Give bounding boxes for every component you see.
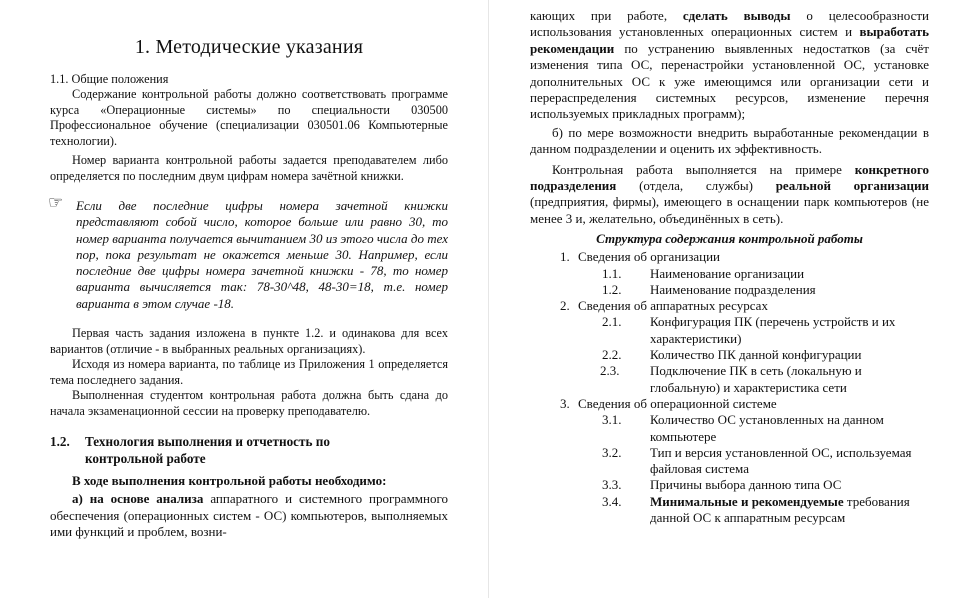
item-text: Наименование подразделения xyxy=(650,281,816,297)
list-item xyxy=(530,477,929,493)
list-item xyxy=(530,445,929,478)
item-text: Количество ПК данной конфигурации xyxy=(650,347,862,363)
section-1-1-heading: 1.1. Общие положения xyxy=(50,72,169,86)
item-number: 2.1. xyxy=(602,314,622,330)
list-item xyxy=(530,266,929,282)
text: по устранению выявленных недостатков (за счёт изменения типа ОС, перенастройки установленной ОС, установке дополнительных ОС к уже имеющимся или организации сети и перераспределения системных ресурсов, изменение перечня используемых прикладных программ); xyxy=(530,40,929,122)
item-number: 2.3. xyxy=(600,363,620,379)
paragraph-a-continued xyxy=(530,8,929,123)
item-text: Причины выбора данною типа ОС xyxy=(650,477,842,493)
list-item xyxy=(560,298,929,314)
text: (предприятия, фирмы), имеющего в оснащении парк компьютеров (не менее 3 и, желательно, объединённых в сеть). xyxy=(530,194,929,226)
list-item xyxy=(560,396,929,412)
item-number: 3. xyxy=(560,395,570,411)
text: Контрольная работа выполняется на примере xyxy=(552,161,855,177)
paragraph-a xyxy=(50,491,448,540)
item-text: Количество ОС установленных на данном компьютере xyxy=(650,412,884,444)
paragraph-example xyxy=(530,162,929,228)
list-item xyxy=(560,249,929,265)
note-block xyxy=(48,193,448,312)
page-divider xyxy=(488,0,489,598)
paragraph-b: б) по мере возможности внедрить выработанные рекомендации в данном подразделении и оценить их эффективность. xyxy=(530,124,929,157)
paragraph-a-bold: а) на основе анализа xyxy=(72,491,204,507)
item-text-bold: Минимальные и рекомендуемые xyxy=(650,493,844,509)
item-text: требования данной ОС к аппаратным ресурсам xyxy=(650,493,910,526)
list-item xyxy=(530,363,929,396)
pointing-hand-icon: ☞ xyxy=(48,193,64,212)
paragraph: Первая часть задания изложена в пункте 1.2. и одинакова для всех вариантов (отличие - в выбранных реальных организациях). xyxy=(50,326,448,356)
item-number: 1. xyxy=(560,249,570,265)
section-title-line2: контрольной работе xyxy=(85,451,206,467)
item-number: 3.4. xyxy=(602,493,622,509)
item-number: 3.1. xyxy=(602,412,622,428)
list-item xyxy=(530,282,929,298)
item-number: 2. xyxy=(560,298,570,314)
list-item xyxy=(530,494,929,527)
list-item xyxy=(530,347,929,363)
bold-text: выработать рекомендации xyxy=(530,24,929,56)
right-page xyxy=(500,0,971,598)
text: кающих при работе, xyxy=(530,8,683,23)
item-text: Подключение ПК в сеть (локальную и глобальную) и характеристика сети xyxy=(650,363,862,395)
item-text: Наименование организации xyxy=(650,265,805,281)
item-number: 1.2. xyxy=(602,281,622,297)
bold-text: конкретного подразделения xyxy=(530,161,929,194)
item-text: Сведения об аппаратных ресурсах xyxy=(578,298,768,314)
section-title-line1: Технология выполнения и отчетность по xyxy=(85,434,330,450)
paragraph: Содержание контрольной работы должно соответствовать программе курса «Операционные системы» по специальности 030500 Профессиональное обучение (специализации 030501.06 Компьютерные технологии). xyxy=(50,87,448,148)
chapter-title: 1. Методические указания xyxy=(134,36,364,58)
intro-bold: В ходе выполнения контрольной работы необходимо: xyxy=(72,473,387,489)
item-number: 3.3. xyxy=(602,477,622,493)
note-text: Если две последние цифры номера зачетной книжки представляют собой число, которое больше или равно 30, то номер варианта получается вычитанием 30 из этого числа до тех пор, пока результат не окажется меньше 30. Например, если последние две цифры номера зачетной книжки - 78, то номер варианта вычисляется так: 78-30^48, 48-30=18, т.е. номер варианта в этом случае -18. xyxy=(76,198,448,311)
section-number: 1.2. xyxy=(50,434,70,450)
item-number: 1.1. xyxy=(602,265,622,281)
text: (отдела, службы) xyxy=(616,178,776,194)
list-item xyxy=(530,412,929,445)
item-text: Сведения об организации xyxy=(578,249,721,265)
list-item xyxy=(530,314,929,347)
item-text: Сведения об операционной системе xyxy=(578,395,777,411)
item-text: Конфигурация ПК (перечень устройств и их характеристики) xyxy=(650,314,896,346)
section-1-2-heading xyxy=(50,433,448,467)
item-text: Тип и версия установленной ОС, используемая файловая система xyxy=(650,444,912,477)
bold-text: сделать выводы xyxy=(682,8,791,23)
text: о целесообразности использования установленных операционных систем и xyxy=(530,8,929,40)
paragraph: Выполненная студентом контрольная работа должна быть сдана до начала экзаменационной сессии на проверку преподавателю. xyxy=(50,388,448,418)
item-number: 2.2. xyxy=(602,347,622,363)
bold-text: реальной организации xyxy=(775,178,929,194)
structure-title: Структура содержания контрольной работы xyxy=(596,231,863,247)
paragraph-a-text: аппаратного и системного программного обеспечения (операционных систем - ОС) компьютеров, выполняемых ими функций и проблем, возни- xyxy=(50,491,448,540)
paragraph: Номер варианта контрольной работы задается преподавателем либо определяется по последним двум цифрам номера зачётной книжки. xyxy=(50,153,448,183)
left-page xyxy=(0,0,476,598)
paragraph: Исходя из номера варианта, по таблице из Приложения 1 определяется тема последнего задания. xyxy=(50,357,448,387)
structure-list xyxy=(530,249,929,526)
item-number: 3.2. xyxy=(602,444,622,460)
